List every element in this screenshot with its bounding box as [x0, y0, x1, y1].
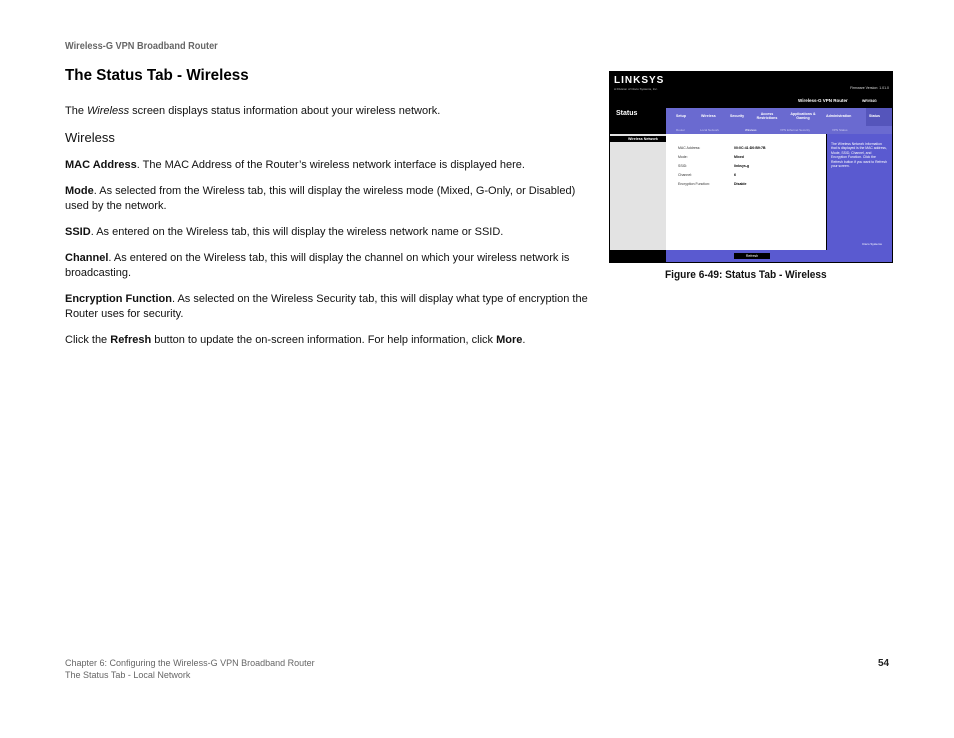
- row-label-channel: Channel:: [678, 173, 693, 177]
- screenshot-refresh-button: Refresh: [734, 253, 770, 259]
- row-value-encryption: Disable: [734, 182, 747, 186]
- screenshot-bottom-bar: [666, 250, 892, 262]
- page-title: The Status Tab - Wireless: [65, 67, 249, 84]
- item-encryption-function: Encryption Function. As selected on the Wireless Security tab, this will display what type of encryption the Router uses for security.: [65, 293, 588, 320]
- screenshot-subtab-router: Router: [676, 127, 686, 132]
- screenshot-model: WRV54G: [862, 99, 877, 103]
- screenshot-content: [666, 134, 826, 250]
- row-label-ssid: SSID:: [678, 164, 688, 168]
- screenshot-subtab-vpn-eth: VPN Ethernet Security: [780, 127, 811, 132]
- screenshot-page-label: Status: [616, 110, 638, 117]
- screenshot-tab-admin: Administration: [826, 114, 852, 118]
- row-label-mode: Mode:: [678, 155, 688, 159]
- intro-italic: Wireless: [87, 105, 130, 117]
- screenshot-help-text: The Wireless Network information that is displayed is the MAC address, Mode, SSID, Channel, and Encryption Function. Click the Refresh button if you want to Refresh your screen.: [831, 142, 887, 169]
- row-value-channel: 6: [734, 173, 736, 177]
- screenshot-subtab-local: Local Network: [700, 127, 720, 132]
- row-value-mode: Mixed: [734, 155, 744, 159]
- screenshot-subtab-vpn-status: VPN Status: [832, 127, 848, 132]
- cisco-logo: Cisco Systems: [862, 242, 882, 246]
- figure-caption: Figure 6-49: Status Tab - Wireless: [665, 269, 827, 281]
- body-text: [65, 104, 590, 359]
- subheading: Wireless: [65, 130, 115, 145]
- item-mac-address: MAC Address. The MAC Address of the Router’s wireless network interface is displayed here.: [65, 159, 525, 171]
- linksys-logo: LINKSYS: [614, 75, 665, 86]
- row-label-encryption: Encryption Function:: [678, 182, 710, 186]
- intro-pre: The: [65, 105, 88, 117]
- item-channel: Channel. As entered on the Wireless tab, this will display the channel on which your wireless network is broadcasting.: [65, 252, 570, 279]
- closing-paragraph: Click the Refresh button to update the on-screen information. For help information, click More.: [65, 334, 526, 346]
- item-mode: Mode. As selected from the Wireless tab, this will display the wireless mode (Mixed, G-Only, or Disabled) used by the network.: [65, 185, 576, 212]
- footer-chapter: Chapter 6: Configuring the Wireless-G VPN Broadband Router: [65, 658, 315, 668]
- intro-paragraph: [65, 104, 590, 119]
- screenshot-tab-apps: Applications & Gaming: [790, 112, 816, 120]
- screenshot-product-bar: [666, 94, 892, 108]
- footer-section: The Status Tab - Local Network: [65, 670, 191, 680]
- logo-subtitle: A Division of Cisco Systems, Inc.: [614, 87, 658, 91]
- row-value-ssid: linksys-g: [734, 164, 750, 168]
- screenshot-tab-status: Status: [869, 114, 880, 118]
- screenshot-nav-header: Wireless Network: [628, 137, 658, 141]
- intro-post: screen displays status information about your wireless network.: [129, 105, 441, 117]
- screenshot-tab-wireless: Wireless: [701, 114, 716, 118]
- row-label-mac: MAC Address:: [678, 146, 701, 150]
- row-value-mac: 00:0C:41:D0:B9:7B: [734, 146, 766, 150]
- screenshot-subtab-wireless: Wireless: [745, 127, 757, 132]
- running-header: Wireless-G VPN Broadband Router: [65, 41, 218, 52]
- router-screenshot: [609, 71, 893, 263]
- screenshot-nav-column: [610, 134, 666, 262]
- screenshot-bottom-left: [610, 250, 666, 262]
- screenshot-product: Wireless-G VPN Router: [798, 98, 848, 103]
- item-ssid: SSID. As entered on the Wireless tab, this will display the wireless network name or SSID.: [65, 226, 504, 238]
- screenshot-tab-setup: Setup: [676, 114, 686, 118]
- firmware-version: Firmware Version: 1.01.0: [850, 86, 889, 90]
- screenshot-tab-access: Access Restrictions: [756, 112, 778, 120]
- page-number: 54: [878, 658, 890, 669]
- screenshot-tab-security: Security: [730, 114, 745, 118]
